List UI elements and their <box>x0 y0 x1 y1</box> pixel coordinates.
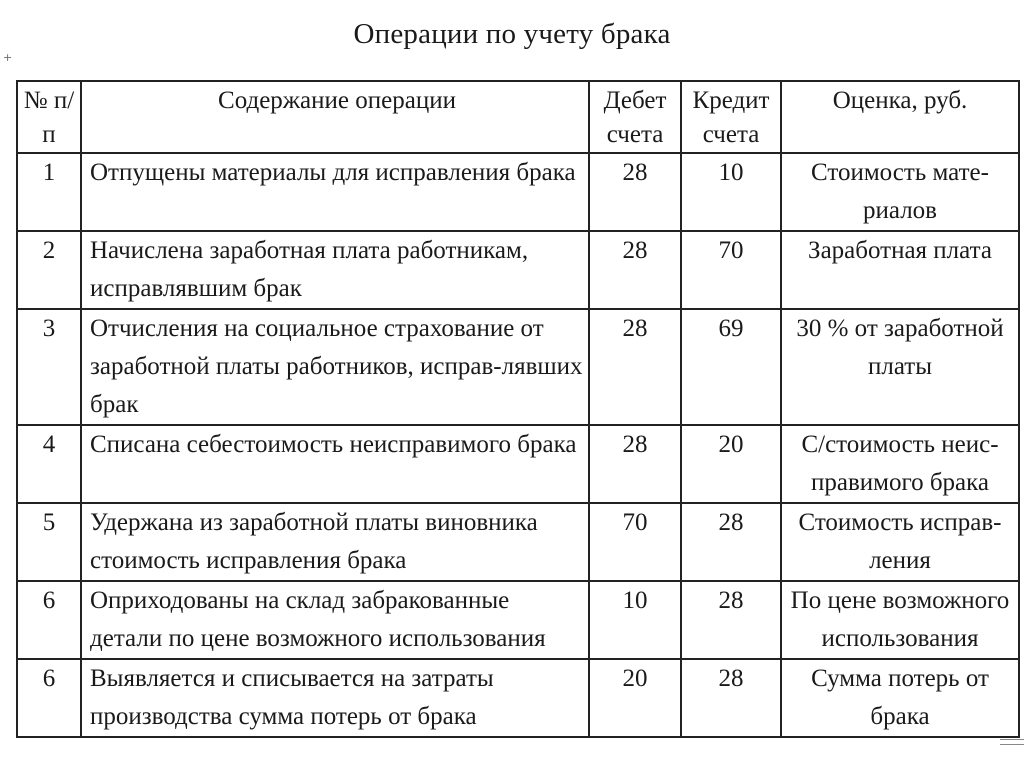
cell-evaluation: Заработная плата <box>781 231 1019 309</box>
cell-num: 6 <box>17 581 81 659</box>
cell-debit: 28 <box>589 231 681 309</box>
cell-credit: 70 <box>681 231 781 309</box>
table-header-row <box>17 81 1019 153</box>
table-move-handle-icon[interactable]: + <box>3 51 13 64</box>
page-edge-marker <box>1000 739 1024 745</box>
cell-credit: 28 <box>681 503 781 581</box>
cell-debit: 10 <box>589 581 681 659</box>
table-row <box>17 425 1019 503</box>
cell-content: Начислена заработная плата работникам, исправлявшим брак <box>81 231 589 309</box>
cell-evaluation: Стоимость мате-риалов <box>781 153 1019 231</box>
table-row <box>17 153 1019 231</box>
cell-credit: 10 <box>681 153 781 231</box>
header-num: № п/п <box>17 81 81 153</box>
cell-debit: 20 <box>589 659 681 737</box>
cell-evaluation: 30 % от заработной платы <box>781 309 1019 425</box>
cell-content: Удержана из заработной платы виновника стоимость исправления брака <box>81 503 589 581</box>
header-debit: Дебет счета <box>589 81 681 153</box>
cell-num: 4 <box>17 425 81 503</box>
header-evaluation: Оценка, руб. <box>781 81 1019 153</box>
cell-content: Оприходованы на склад забракованные детали по цене возможного использования <box>81 581 589 659</box>
cell-credit: 20 <box>681 425 781 503</box>
table-row <box>17 309 1019 425</box>
header-content: Содержание операции <box>81 81 589 153</box>
cell-content: Выявляется и списывается на затраты производства сумма потерь от брака <box>81 659 589 737</box>
cell-num: 5 <box>17 503 81 581</box>
cell-num: 3 <box>17 309 81 425</box>
page-title: Операции по учету брака <box>353 18 671 50</box>
header-credit: Кредит счета <box>681 81 781 153</box>
cell-credit: 69 <box>681 309 781 425</box>
table-row <box>17 231 1019 309</box>
cell-debit: 70 <box>589 503 681 581</box>
cell-num: 2 <box>17 231 81 309</box>
table-row <box>17 503 1019 581</box>
cell-credit: 28 <box>681 581 781 659</box>
cell-content: Отчисления на социальное страхование от заработной платы работников, исправ-лявших брак <box>81 309 589 425</box>
cell-evaluation: По цене возможного использования <box>781 581 1019 659</box>
cell-content: Списана себестоимость неисправимого брака <box>81 425 589 503</box>
cell-debit: 28 <box>589 153 681 231</box>
operations-table <box>16 80 1020 738</box>
cell-evaluation: С/стоимость неис-правимого брака <box>781 425 1019 503</box>
table-row <box>17 581 1019 659</box>
cell-num: 6 <box>17 659 81 737</box>
cell-credit: 28 <box>681 659 781 737</box>
cell-debit: 28 <box>589 309 681 425</box>
cell-num: 1 <box>17 153 81 231</box>
cell-content: Отпущены материалы для исправления брака <box>81 153 589 231</box>
cell-evaluation: Сумма потерь от брака <box>781 659 1019 737</box>
cell-evaluation: Стоимость исправ-ления <box>781 503 1019 581</box>
cell-debit: 28 <box>589 425 681 503</box>
table-row <box>17 659 1019 737</box>
